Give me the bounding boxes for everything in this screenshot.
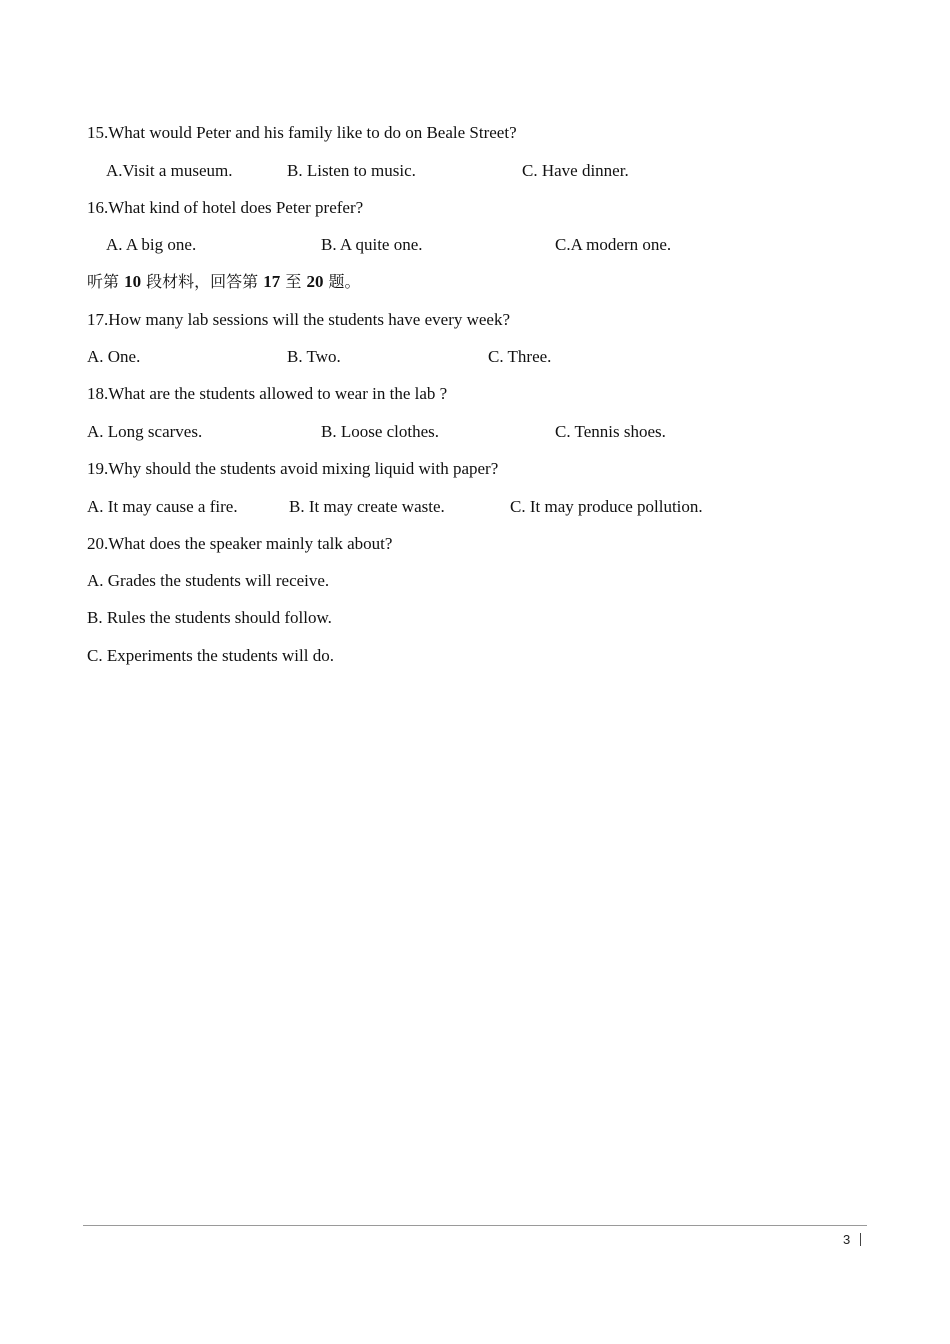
page-number-separator: [860, 1233, 861, 1246]
q20-option-b: B. Rules the students should follow.: [87, 608, 332, 627]
q15-option-c: C. Have dinner.: [522, 161, 629, 180]
q18-option-b: B. Loose clothes.: [321, 422, 440, 441]
footer-divider: [83, 1225, 867, 1226]
q15-option-b: B. Listen to music.: [287, 161, 416, 180]
q20-option-a: A. Grades the students will receive.: [87, 571, 330, 590]
q16-option-a: A. A big one.: [106, 235, 197, 254]
q18-option-a: A. Long scarves.: [87, 422, 203, 441]
instruction-text: 听第: [87, 272, 125, 291]
q19-option-a: A. It may cause a fire.: [87, 497, 238, 516]
instruction-number: 20: [306, 272, 324, 291]
question-18: 18.What are the students allowed to wear in the lab ?: [87, 384, 448, 403]
question-17: 17.How many lab sessions will the students have every week?: [87, 310, 511, 329]
instruction-number: 17: [263, 272, 281, 291]
q17-option-a: A. One.: [87, 347, 141, 366]
question-20: 20.What does the speaker mainly talk about?: [87, 534, 393, 553]
q16-option-b: B. A quite one.: [321, 235, 423, 254]
question-16: 16.What kind of hotel does Peter prefer?: [87, 198, 364, 217]
q19-option-c: C. It may produce pollution.: [510, 497, 703, 516]
instruction-text: 段材料，回答第: [141, 272, 264, 291]
q17-option-c: C. Three.: [488, 347, 552, 366]
q19-option-b: B. It may create waste.: [289, 497, 445, 516]
q15-option-a: A.Visit a museum.: [106, 161, 233, 180]
instruction-text: 至: [280, 272, 307, 291]
q17-option-b: B. Two.: [287, 347, 341, 366]
q18-option-c: C. Tennis shoes.: [555, 422, 666, 441]
instruction-text: 题。: [323, 272, 361, 291]
question-15: 15.What would Peter and his family like to do on Beale Street?: [87, 123, 517, 142]
page-number: 3: [843, 1232, 851, 1247]
instruction-number: 10: [124, 272, 142, 291]
section-instruction: [87, 272, 361, 292]
question-19: 19.Why should the students avoid mixing liquid with paper?: [87, 459, 499, 478]
q16-option-c: C.A modern one.: [555, 235, 672, 254]
q20-option-c: C. Experiments the students will do.: [87, 646, 334, 665]
